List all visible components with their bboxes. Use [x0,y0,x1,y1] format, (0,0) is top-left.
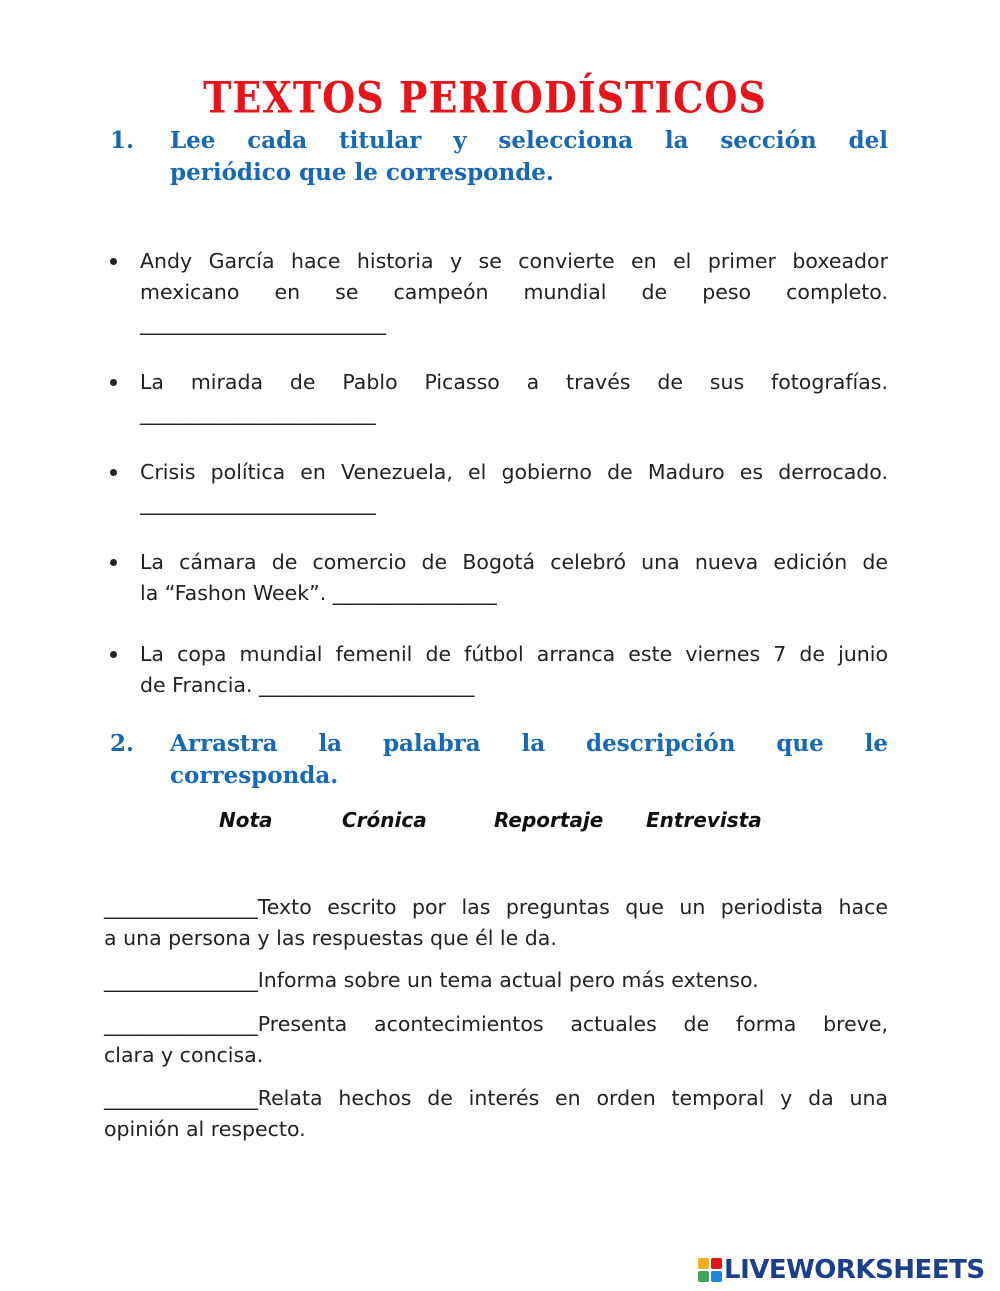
liveworksheets-logo-icon [698,1258,722,1282]
bullet-icon [110,258,117,265]
question-1-line1: Lee cada titular y selecciona la sección del [170,127,888,154]
headline-1 [110,246,888,339]
headline-3 [110,457,888,519]
question-2-number: 2. [110,730,135,757]
option-entrevista[interactable]: Entrevista [646,808,762,832]
headline-2-answer-blank[interactable]: _______________________ [140,401,376,425]
headline-2-line1: La mirada de Pablo Picasso a través de sus fotografías. [140,370,888,394]
description-3-line1: _______________Presenta acontecimientos actuales de forma breve, [104,1012,888,1036]
description-2[interactable] [104,965,888,996]
page-title: TEXTOS PERIODÍSTICOS [203,72,767,123]
headline-3-answer-blank[interactable]: _______________________ [140,491,376,515]
description-2-line1: _______________Informa sobre un tema actual pero más extenso. [104,968,759,992]
description-1[interactable] [104,892,888,954]
option-reportaje[interactable]: Reportaje [494,808,604,832]
bullet-icon [110,379,117,386]
option-nota[interactable]: Nota [219,808,273,832]
bullet-icon [110,559,117,566]
description-3-line2: clara y concisa. [104,1043,264,1067]
headline-4-line1: La cámara de comercio de Bogotá celebró una nueva edición de [140,550,888,574]
headline-4-line2[interactable]: la “Fashon Week”. ________________ [140,581,497,605]
description-4-line1: _______________Relata hechos de interés en orden temporal y da una [104,1086,888,1110]
headline-1-line1: Andy García hace historia y se convierte en el primer boxeador [140,249,888,273]
bullet-icon [110,651,117,658]
description-4-line2: opinión al respecto. [104,1117,306,1141]
word-options [0,808,1000,838]
question-1-number: 1. [110,127,135,154]
description-4[interactable] [104,1083,888,1145]
headline-1-line2: mexicano en se campeón mundial de peso completo. [140,280,888,304]
headline-5 [110,639,888,701]
question-2-line1: Arrastra la palabra la descripción que le [170,730,888,757]
liveworksheets-logo-text: LIVEWORKSHEETS [724,1255,985,1285]
headline-5-line1: La copa mundial femenil de fútbol arranca este viernes 7 de junio [140,642,888,666]
description-1-line1: _______________Texto escrito por las preguntas que un periodista hace [104,895,888,919]
question-2-line2: corresponda. [170,762,339,789]
headline-4 [110,547,888,609]
question-2-heading [110,728,888,792]
liveworksheets-logo [698,1254,985,1286]
description-1-line2: a una persona y las respuestas que él le da. [104,926,557,950]
question-1-line2: periódico que le corresponde. [170,159,554,186]
headline-2 [110,367,888,429]
bullet-icon [110,469,117,476]
headline-1-answer-blank[interactable]: ________________________ [140,311,386,335]
headline-5-line2[interactable]: de Francia. _____________________ [140,673,475,697]
question-1-heading [110,125,888,189]
option-cronica[interactable]: Crónica [342,808,427,832]
description-3[interactable] [104,1009,888,1071]
headline-3-line1: Crisis política en Venezuela, el gobierno de Maduro es derrocado. [140,460,888,484]
